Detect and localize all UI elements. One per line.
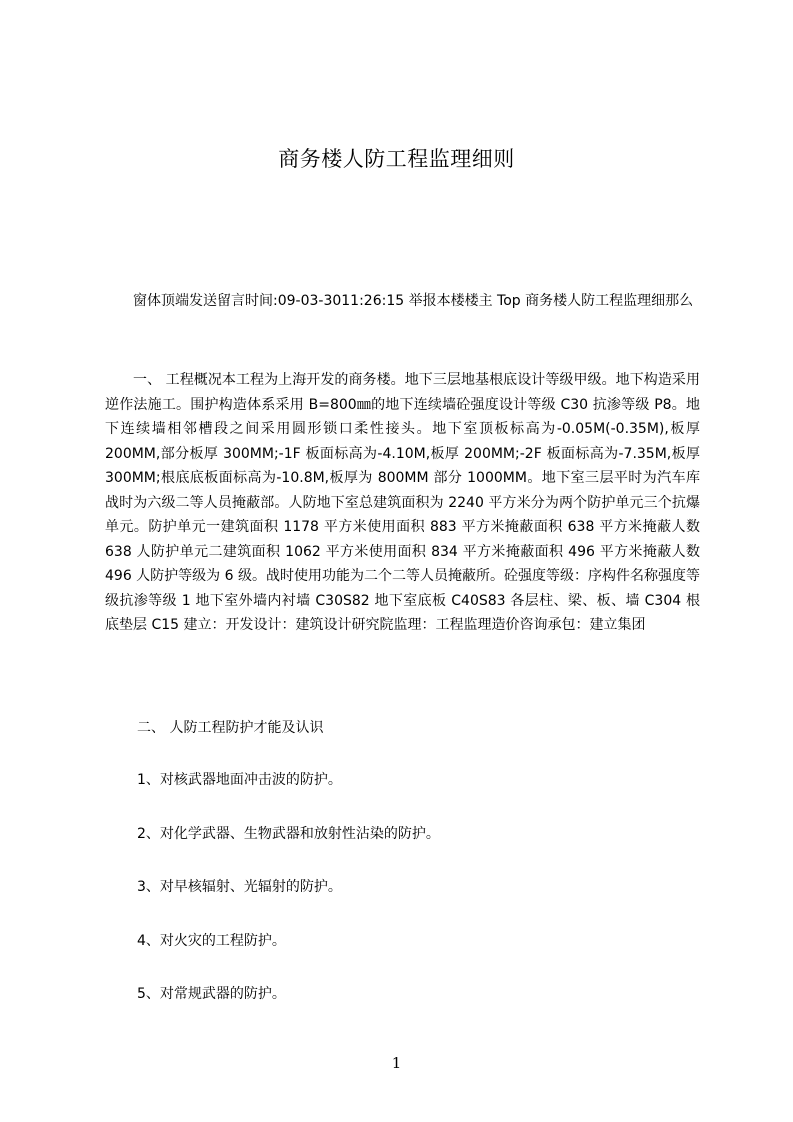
list-item: 5、对常规武器的防护。	[137, 986, 286, 1002]
section-1-paragraph: 一、 工程概况本工程为上海开发的商务楼。地下三层地基根底设计等级甲级。地下构造采用逆作法施工。围护构造体系采用 B=800㎜的地下连续墙砼强度设计等级 C30 抗渗等级 P8。地下连续墙相邻槽段之间采用圆形锁口柔性接头。地下室顶板标高为-0.05M(-0.35M),板厚 200MM,部分板厚 300MM;-1F 板面标高为-4.10M,板厚 200MM;-2F 板面标高为-7.35M,板厚 300MM;根底底板面标高为-10.8M,板厚为 800MM 部分 1000MM。地下室三层平时为汽车库战时为六级二等人员掩蔽部。人防地下室总建筑面积为 2240 平方米分为两个防护单元三个抗爆单元。防护单元一建筑面积 1178 平方米使用面积 883 平方米掩蔽面积 638 平方米掩蔽人数 638 人防护单元二建筑面积 1062 平方米使用面积 834 平方米掩蔽面积 496 平方米掩蔽人数 496 人防护等级为 6 级。战时使用功能为二个二等人员掩蔽所。砼强度等级：序构件名称强度等级抗渗等级 1 地下室外墙内衬墙 C30S82 地下室底板 C40S83 各层柱、梁、板、墙 C304 根底垫层 C15 建立：开发设计：建筑设计研究院监理：工程监理造价咨询承包：建立集团	[105, 372, 700, 633]
list-item: 4、对火灾的工程防护。	[137, 933, 286, 949]
document-title: 商务楼人防工程监理细则	[278, 147, 515, 171]
intro-paragraph: 窗体顶端发送留言时间:09-03-3011:26:15 举报本楼楼主 Top 商务楼人防工程监理细那么	[133, 293, 694, 309]
section-2-heading: 二、 人防工程防护才能及认识	[137, 720, 324, 736]
list-item: 2、对化学武器、生物武器和放射性沾染的防护。	[137, 826, 440, 842]
list-item: 3、对早核辐射、光辐射的防护。	[137, 879, 342, 895]
page-number: 1	[391, 1054, 402, 1072]
list-item: 1、对核武器地面冲击波的防护。	[137, 772, 342, 788]
